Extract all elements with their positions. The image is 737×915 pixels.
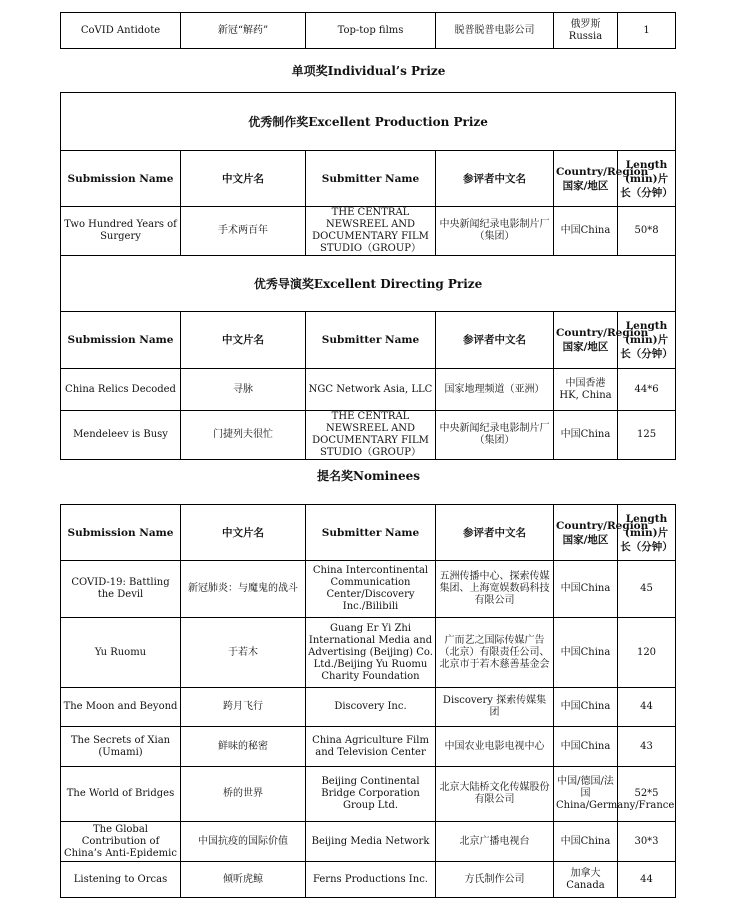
header-submission-name: Submission Name — [61, 312, 181, 369]
submitter-chinese-cell: 北京大陆桥文化传媒股份有限公司 — [436, 767, 554, 822]
column-header-row — [61, 151, 676, 207]
directing-prize-title: 优秀导演奖Excellent Directing Prize — [61, 256, 676, 312]
submitter-chinese-cell: 广而艺之国际传媒广告（北京）有限责任公司、北京市于若木慈善基金会 — [436, 618, 554, 688]
table-row — [61, 688, 676, 727]
header-country: Country/Region国家/地区 — [554, 312, 618, 369]
length-cell: 120 — [618, 618, 676, 688]
submission-name-cell: Mendeleev is Busy — [61, 411, 181, 460]
length-cell: 43 — [618, 727, 676, 767]
submitter-chinese-cell: 五洲传播中心、探索传媒集团、上海宽娱数码科技有限公司 — [436, 561, 554, 618]
submission-name-cell: The Secrets of Xian (Umami) — [61, 727, 181, 767]
header-country: Country/Region国家/地区 — [554, 151, 618, 207]
submission-name-cell: Listening to Orcas — [61, 862, 181, 898]
submission-name-cell: Yu Ruomu — [61, 618, 181, 688]
country-cell: 中国China — [554, 618, 618, 688]
submitter-chinese-cell: 中国农业电影电视中心 — [436, 727, 554, 767]
individual-prize-title: 单项奖Individual’s Prize — [291, 64, 446, 78]
table-row — [61, 618, 676, 688]
submitter-chinese-cell: 北京广播电视台 — [436, 822, 554, 862]
chinese-title-cell: 倾听虎鲸 — [181, 862, 306, 898]
country-cell: 中国China — [554, 561, 618, 618]
header-submitter-name: Submitter Name — [306, 151, 436, 207]
submission-name-cell: Two Hundred Years of Surgery — [61, 207, 181, 256]
table-row — [61, 561, 676, 618]
country-cell: 中国China — [554, 207, 618, 256]
country-cell: 中国China — [554, 411, 618, 460]
chinese-title-cell: 鲜味的秘密 — [181, 727, 306, 767]
country-cell: 俄罗斯 Russia — [554, 13, 618, 49]
country-cell: 中国China — [554, 822, 618, 862]
country-cell: 中国China — [554, 727, 618, 767]
submitter-name-cell: NGC Network Asia, LLC — [306, 369, 436, 411]
length-cell: 44*6 — [618, 369, 676, 411]
country-cell: 中国China — [554, 688, 618, 727]
table-row — [61, 13, 676, 49]
table-row — [61, 767, 676, 822]
submitter-chinese-cell: 方氏制作公司 — [436, 862, 554, 898]
submitter-name-cell: Guang Er Yi Zhi International Media and Advertising (Beijing) Co. Ltd./Beijing Yu Ruomu Charity Foundation — [306, 618, 436, 688]
header-chinese-title: 中文片名 — [181, 505, 306, 561]
column-header-row — [61, 312, 676, 369]
production-prize-header-row — [61, 93, 676, 151]
submitter-chinese-cell: 国家地理频道（亚洲） — [436, 369, 554, 411]
table-row — [61, 862, 676, 898]
country-cell: 加拿大Canada — [554, 862, 618, 898]
submitter-chinese-cell: 脱普脱普电影公司 — [436, 13, 554, 49]
header-country: Country/Region国家/地区 — [554, 505, 618, 561]
submission-name-cell: The World of Bridges — [61, 767, 181, 822]
individual-prize-table — [60, 92, 676, 460]
submission-name-cell: CoVID Antidote — [61, 13, 181, 49]
column-header-row — [61, 505, 676, 561]
header-length: Length (min)片长（分钟） — [618, 505, 676, 561]
submitter-chinese-cell: 中央新闻纪录电影制片厂（集团） — [436, 207, 554, 256]
submitter-name-cell: China Agriculture Film and Television Center — [306, 727, 436, 767]
length-cell: 45 — [618, 561, 676, 618]
production-prize-title: 优秀制作奖Excellent Production Prize — [61, 93, 676, 151]
header-submitter-chinese: 参评者中文名 — [436, 505, 554, 561]
length-cell: 52*5 — [618, 767, 676, 822]
submitter-chinese-cell: 中央新闻纪录电影制片厂（集团） — [436, 411, 554, 460]
submitter-name-cell: Beijing Continental Bridge Corporation Group Ltd. — [306, 767, 436, 822]
chinese-title-cell: 跨月飞行 — [181, 688, 306, 727]
header-length: Length (min)片长（分钟） — [618, 151, 676, 207]
nominees-title: 提名奖Nominees — [317, 469, 420, 483]
submission-name-cell: China Relics Decoded — [61, 369, 181, 411]
table-row — [61, 822, 676, 862]
submitter-name-cell: Beijing Media Network — [306, 822, 436, 862]
table-row — [61, 369, 676, 411]
header-submission-name: Submission Name — [61, 151, 181, 207]
submitter-name-cell: Ferns Productions Inc. — [306, 862, 436, 898]
top-continuation-table — [60, 12, 676, 49]
chinese-title-cell: 新冠“解药” — [181, 13, 306, 49]
length-cell: 44 — [618, 688, 676, 727]
length-cell: 44 — [618, 862, 676, 898]
length-cell: 125 — [618, 411, 676, 460]
chinese-title-cell: 手术两百年 — [181, 207, 306, 256]
chinese-title-cell: 新冠肺炎：与魔鬼的战斗 — [181, 561, 306, 618]
header-submitter-chinese: 参评者中文名 — [436, 312, 554, 369]
length-cell: 1 — [618, 13, 676, 49]
country-cell: 中国香港 HK, China — [554, 369, 618, 411]
submission-name-cell: COVID-19: Battling the Devil — [61, 561, 181, 618]
submitter-name-cell: Top-top films — [306, 13, 436, 49]
submission-name-cell: The Moon and Beyond — [61, 688, 181, 727]
country-cell: 中国/德国/法国 China/Germany/France — [554, 767, 618, 822]
submitter-chinese-cell: Discovery 探索传媒集团 — [436, 688, 554, 727]
directing-prize-header-row — [61, 256, 676, 312]
header-length: Length (min)片长（分钟） — [618, 312, 676, 369]
submitter-name-cell: THE CENTRAL NEWSREEL AND DOCUMENTARY FILM STUDIO（GROUP） — [306, 207, 436, 256]
chinese-title-cell: 于若木 — [181, 618, 306, 688]
chinese-title-cell: 寻脉 — [181, 369, 306, 411]
submitter-name-cell: Discovery Inc. — [306, 688, 436, 727]
header-chinese-title: 中文片名 — [181, 151, 306, 207]
submitter-name-cell: China Intercontinental Communication Center/Discovery Inc./Bilibili — [306, 561, 436, 618]
table-row — [61, 727, 676, 767]
chinese-title-cell: 门捷列夫很忙 — [181, 411, 306, 460]
chinese-title-cell: 中国抗疫的国际价值 — [181, 822, 306, 862]
submitter-name-cell: THE CENTRAL NEWSREEL AND DOCUMENTARY FILM STUDIO（GROUP） — [306, 411, 436, 460]
header-submission-name: Submission Name — [61, 505, 181, 561]
length-cell: 30*3 — [618, 822, 676, 862]
header-submitter-name: Submitter Name — [306, 505, 436, 561]
header-submitter-name: Submitter Name — [306, 312, 436, 369]
header-chinese-title: 中文片名 — [181, 312, 306, 369]
chinese-title-cell: 桥的世界 — [181, 767, 306, 822]
nominees-table — [60, 504, 676, 898]
table-row — [61, 207, 676, 256]
submission-name-cell: The Global Contribution of China’s Anti-Epidemic — [61, 822, 181, 862]
table-row — [61, 411, 676, 460]
length-cell: 50*8 — [618, 207, 676, 256]
header-submitter-chinese: 参评者中文名 — [436, 151, 554, 207]
